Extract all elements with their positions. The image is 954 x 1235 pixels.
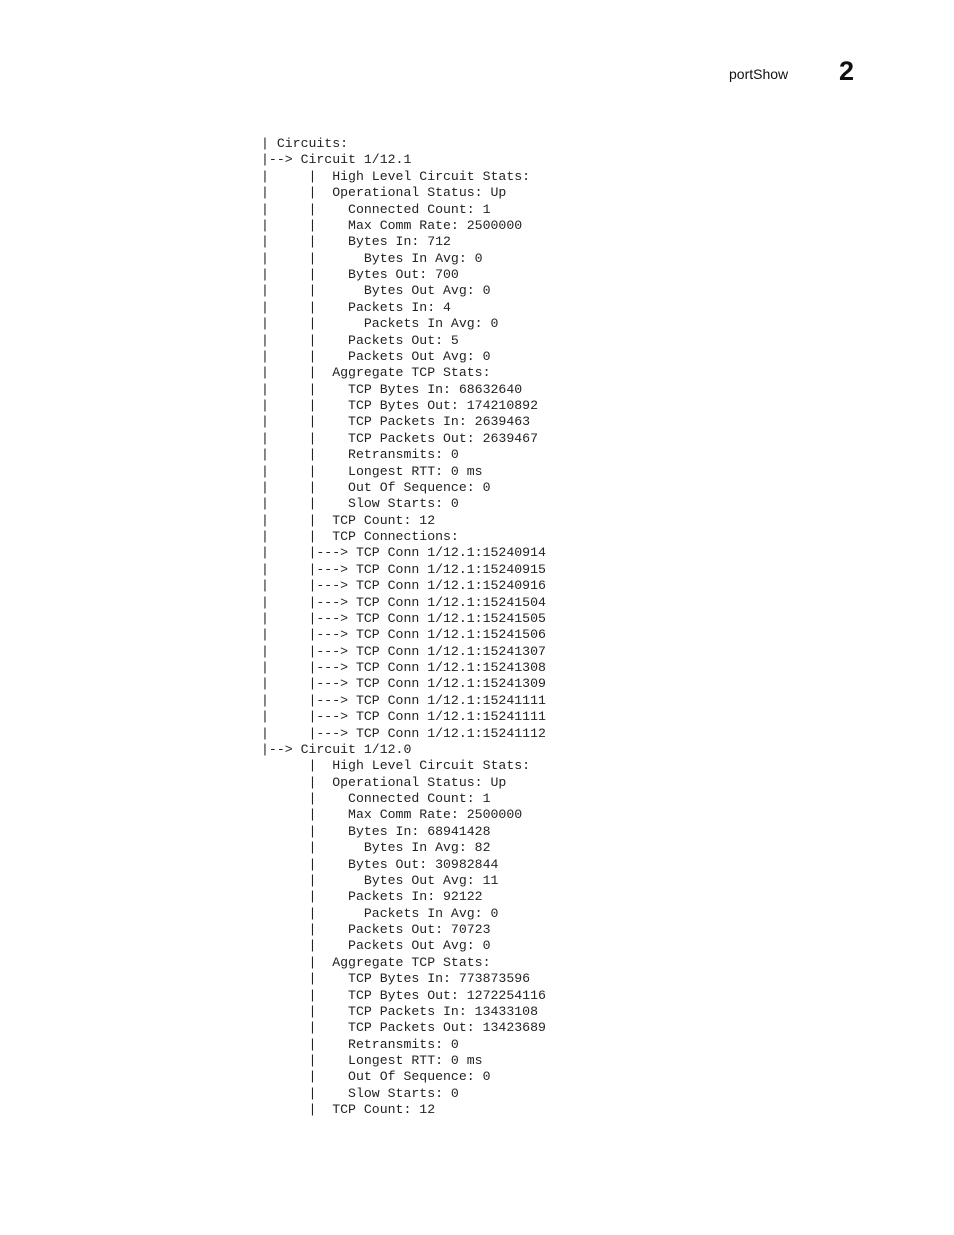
code-line: | Operational Status: Up bbox=[261, 774, 507, 790]
code-line: | | High Level Circuit Stats: bbox=[261, 168, 531, 184]
code-line: | Packets Out: 70723 bbox=[261, 922, 491, 937]
code-line: | TCP Packets In: 13433108 bbox=[261, 1003, 538, 1019]
code-line: | Aggregate TCP Stats: bbox=[261, 954, 491, 970]
code-line: | | Retransmits: 0 bbox=[261, 447, 459, 463]
code-line: | | Longest RTT: 0 ms bbox=[261, 463, 483, 479]
code-line: | |---> TCP Conn 1/12.1:15241504 bbox=[261, 594, 546, 610]
code-line: | |---> TCP Conn 1/12.1:15241309 bbox=[261, 676, 546, 692]
code-line: | | Bytes In Avg: 0 bbox=[261, 250, 483, 266]
code-line: | TCP Bytes Out: 1272254116 bbox=[261, 987, 546, 1003]
code-line: | | Out Of Sequence: 0 bbox=[261, 479, 491, 495]
code-line: | TCP Bytes In: 773873596 bbox=[261, 971, 531, 987]
code-line: | |---> TCP Conn 1/12.1:15241308 bbox=[261, 660, 546, 675]
code-line: | Out Of Sequence: 0 bbox=[261, 1069, 491, 1085]
code-line: | TCP Count: 12 bbox=[261, 1102, 436, 1118]
code-line: | | TCP Bytes Out: 174210892 bbox=[261, 398, 538, 413]
code-line: | | Bytes Out: 700 bbox=[261, 267, 459, 282]
code-line: | Connected Count: 1 bbox=[261, 791, 491, 806]
code-line: | | Max Comm Rate: 2500000 bbox=[261, 217, 523, 233]
code-line: | | Bytes In: 712 bbox=[261, 234, 451, 250]
code-line: | |---> TCP Conn 1/12.1:15241505 bbox=[261, 610, 546, 626]
code-line: |--> Circuit 1/12.1 bbox=[261, 152, 412, 168]
code-line: | | Packets Out Avg: 0 bbox=[261, 348, 491, 364]
code-line: | |---> TCP Conn 1/12.1:15241112 bbox=[261, 725, 546, 741]
code-line: | | Operational Status: Up bbox=[261, 185, 507, 201]
code-line: | Packets Out Avg: 0 bbox=[261, 938, 491, 954]
code-line: |--> Circuit 1/12.0 bbox=[261, 741, 412, 757]
code-line: | Bytes Out Avg: 11 bbox=[261, 872, 499, 888]
code-line: | |---> TCP Conn 1/12.1:15240914 bbox=[261, 545, 546, 561]
code-line: | Packets In Avg: 0 bbox=[261, 905, 499, 921]
code-line: | |---> TCP Conn 1/12.1:15241307 bbox=[261, 643, 546, 659]
code-line: | |---> TCP Conn 1/12.1:15241506 bbox=[261, 627, 546, 643]
code-line: | Bytes In: 68941428 bbox=[261, 823, 491, 839]
code-line: | | Packets Out: 5 bbox=[261, 332, 459, 348]
code-line: | |---> TCP Conn 1/12.1:15240915 bbox=[261, 561, 546, 577]
code-line: | Slow Starts: 0 bbox=[261, 1085, 459, 1101]
code-line: | Bytes Out: 30982844 bbox=[261, 856, 499, 872]
code-line: | |---> TCP Conn 1/12.1:15240916 bbox=[261, 578, 546, 594]
code-line: | TCP Packets Out: 13423689 bbox=[261, 1020, 546, 1036]
page-header bbox=[0, 56, 954, 88]
command-output-code-block bbox=[261, 136, 546, 1119]
code-line: | Packets In: 92122 bbox=[261, 889, 483, 905]
code-line: | | TCP Connections: bbox=[261, 529, 459, 544]
code-line: | | TCP Packets Out: 2639467 bbox=[261, 430, 538, 446]
code-line: | Retransmits: 0 bbox=[261, 1036, 459, 1052]
code-line: | |---> TCP Conn 1/12.1:15241111 bbox=[261, 709, 546, 725]
code-line: | | TCP Count: 12 bbox=[261, 512, 436, 528]
chapter-number: 2 bbox=[839, 56, 855, 86]
code-line: | | Packets In: 4 bbox=[261, 299, 451, 315]
code-line: | Longest RTT: 0 ms bbox=[261, 1053, 483, 1068]
code-line: | | Packets In Avg: 0 bbox=[261, 316, 499, 332]
code-line: | | Bytes Out Avg: 0 bbox=[261, 283, 491, 299]
code-line: | Max Comm Rate: 2500000 bbox=[261, 807, 523, 823]
code-line: | | TCP Bytes In: 68632640 bbox=[261, 381, 523, 397]
code-line: | High Level Circuit Stats: bbox=[261, 758, 531, 774]
code-line: | |---> TCP Conn 1/12.1:15241111 bbox=[261, 692, 546, 708]
code-line: | | TCP Packets In: 2639463 bbox=[261, 414, 531, 430]
code-line: | | Connected Count: 1 bbox=[261, 201, 491, 217]
code-line: | | Aggregate TCP Stats: bbox=[261, 365, 491, 381]
running-header-section: portShow bbox=[729, 66, 789, 82]
code-line: | | Slow Starts: 0 bbox=[261, 496, 459, 512]
code-line: | Circuits: bbox=[261, 136, 349, 151]
code-line: | Bytes In Avg: 82 bbox=[261, 840, 491, 856]
